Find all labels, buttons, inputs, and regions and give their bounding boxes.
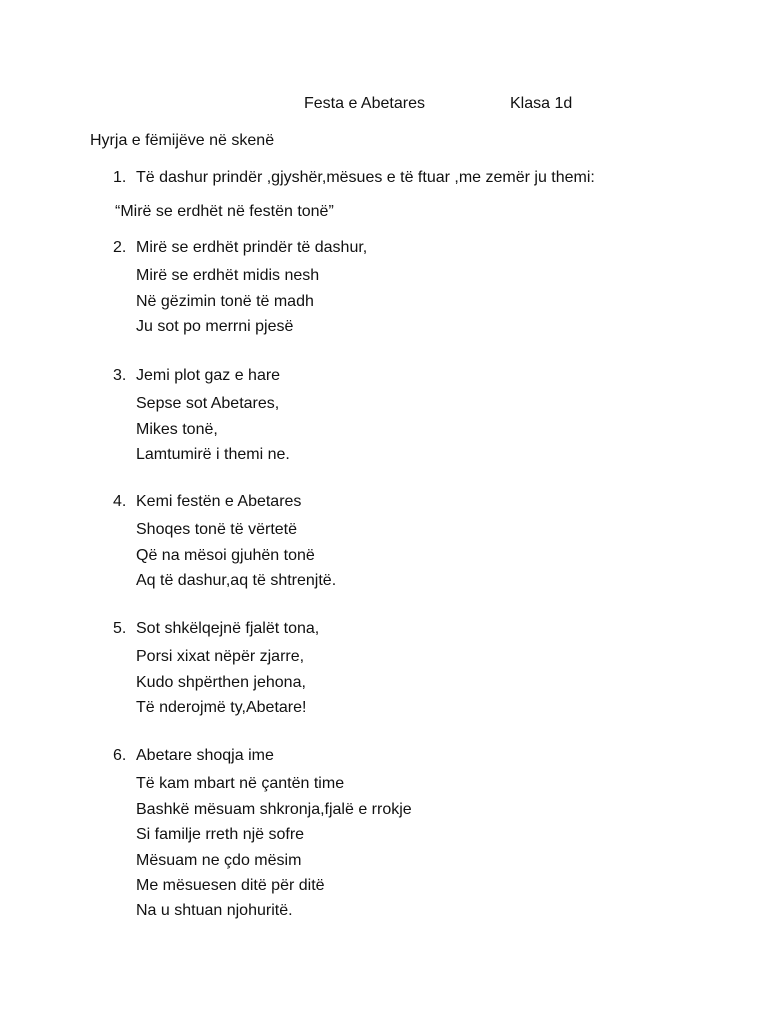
- verse-number: 1.: [113, 169, 127, 186]
- class-label: Klasa 1d: [510, 95, 573, 112]
- verse-number: 4.: [113, 493, 127, 510]
- verse-line: Kemi festën e Abetares: [136, 493, 302, 510]
- verse-number: 6.: [113, 747, 127, 764]
- verse-line: Të nderojmë ty,Abetare!: [136, 699, 307, 717]
- intro-line: Hyrja e fëmijëve në skenë: [90, 132, 275, 149]
- verse-line: Sepse sot Abetares,: [136, 395, 280, 413]
- verse-number: 5.: [113, 620, 127, 637]
- verse-lines: [136, 366, 290, 468]
- verse-line: Të dashur prindër ,gjyshër,mësues e të ftuar ,me zemër ju themi:: [136, 169, 595, 186]
- verse-line: Porsi xixat nëpër zjarre,: [136, 648, 305, 666]
- verse-line: Të kam mbart në çantën time: [136, 775, 345, 793]
- verse-line: Ju sot po merrni pjesë: [136, 318, 294, 336]
- verse-line: Kudo shpërthen jehona,: [136, 673, 306, 691]
- verse-lines: [136, 746, 412, 924]
- verse-line: Abetare shoqja ime: [136, 747, 274, 764]
- verse-line: Mirë se erdhët prindër të dashur,: [136, 239, 368, 256]
- verse-lines: [136, 238, 367, 340]
- verse-line: Që na mësoi gjuhën tonë: [136, 546, 315, 564]
- verse-line: Si familje rreth një sofre: [136, 826, 305, 844]
- document-title: Festa e Abetares: [304, 95, 425, 112]
- verse-line: Aq të dashur,aq të shtrenjtë.: [136, 572, 337, 590]
- verse-line: Mikes tonë,: [136, 420, 218, 438]
- verse-line: Bashkë mësuam shkronja,fjalë e rrokje: [136, 800, 412, 818]
- greeting-line: “Mirë se erdhët në festën tonë”: [115, 203, 334, 220]
- verse-number: 2.: [113, 239, 127, 256]
- verse-line: Lamtumirë i themi ne.: [136, 446, 290, 464]
- verse-line: Shoqes tonë të vërtetë: [136, 521, 297, 539]
- verse-line: Jemi plot gaz e hare: [136, 367, 281, 384]
- verse-number: 3.: [113, 367, 127, 384]
- verse-line: Sot shkëlqejnë fjalët tona,: [136, 620, 320, 637]
- verse-line: Me mësuesen ditë për ditë: [136, 876, 325, 894]
- verse-line: Në gëzimin tonë të madh: [136, 292, 314, 310]
- verse-lines: [136, 492, 336, 594]
- verse-lines: [136, 168, 595, 193]
- verse-line: Mësuam ne çdo mësim: [136, 851, 302, 869]
- verse-line: Mirë se erdhët midis nesh: [136, 267, 320, 285]
- verse-lines: [136, 619, 319, 721]
- verse-line: Na u shtuan njohuritë.: [136, 902, 293, 920]
